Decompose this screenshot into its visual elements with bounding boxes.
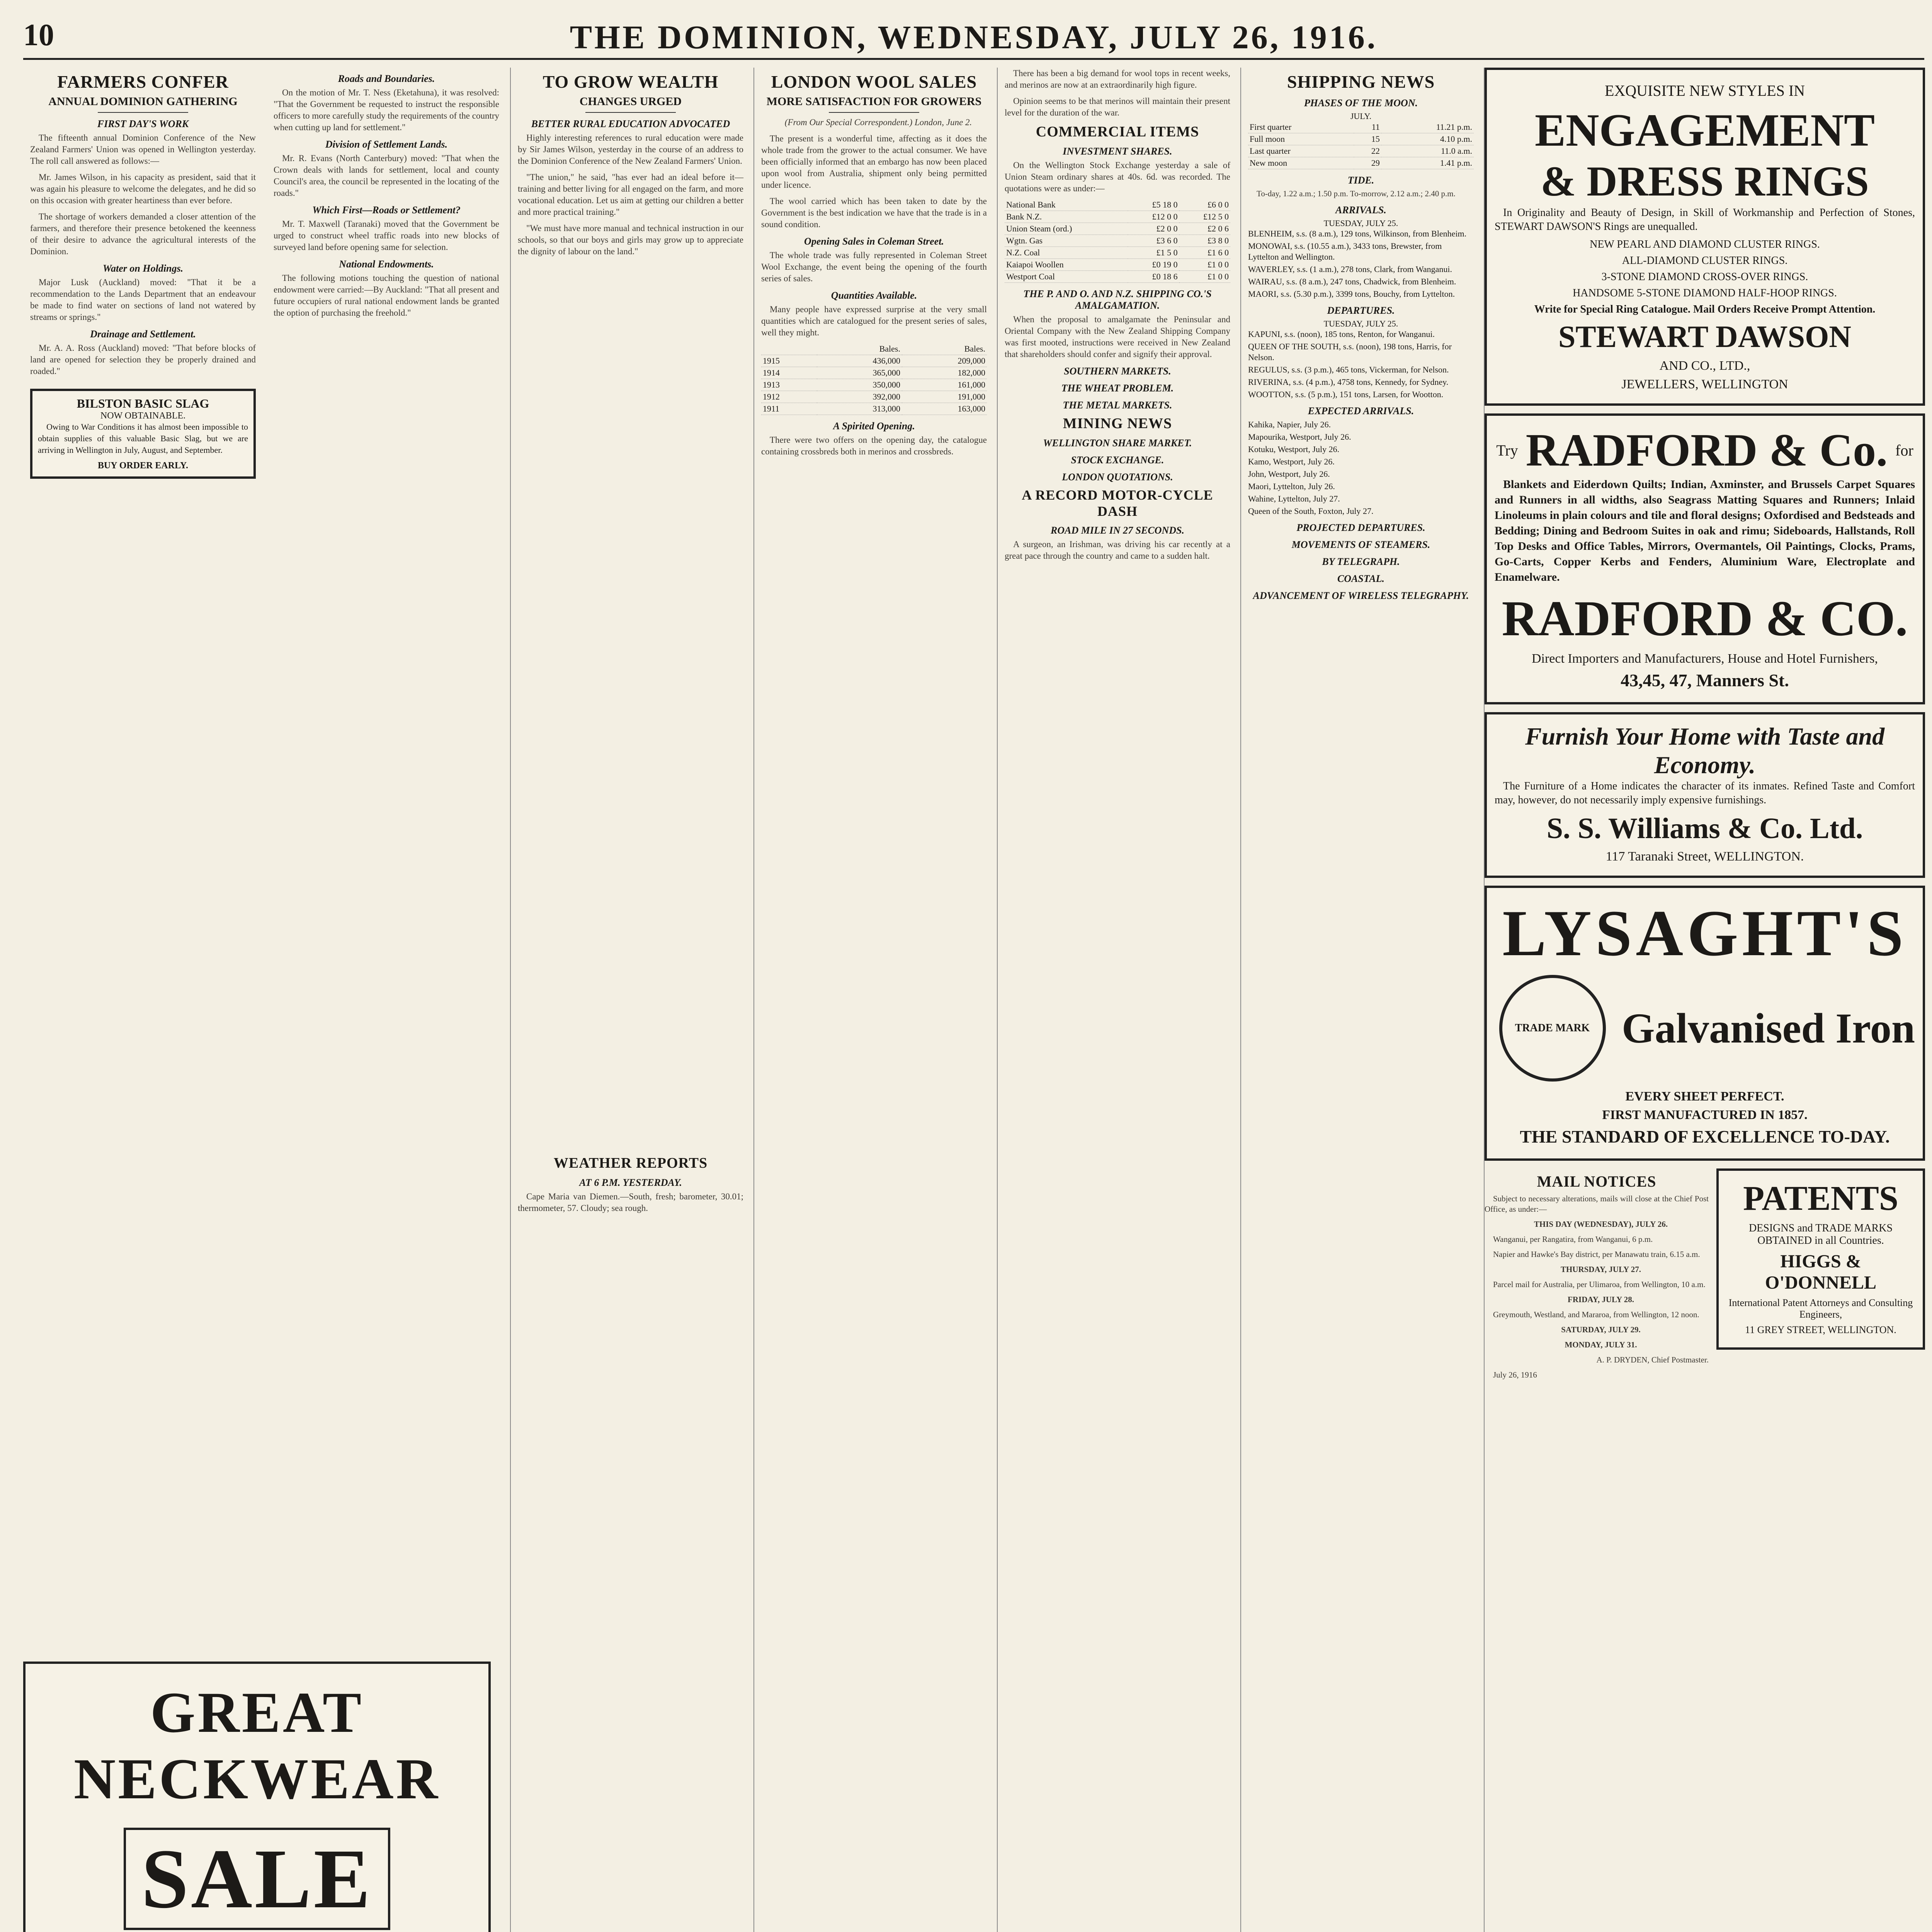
- table-cell: £6 0 0: [1179, 199, 1230, 211]
- ad-radford: [1485, 413, 1925, 704]
- column-3: [510, 68, 750, 1932]
- table-cell: 182,000: [902, 367, 987, 379]
- headline-farmers-confer: FARMERS CONFER: [57, 72, 229, 92]
- section-mining-sub: WELLINGTON SHARE MARKET.: [1043, 437, 1192, 449]
- headline-commercial: COMMERCIAL ITEMS: [1036, 124, 1199, 140]
- list-item: Kahika, Napier, July 26.: [1248, 420, 1331, 429]
- subhead-growers: MORE SATISFACTION FOR GROWERS: [766, 95, 982, 108]
- table-cell: Westport Coal: [1005, 271, 1128, 283]
- table-cell: New moon: [1248, 157, 1354, 169]
- table-cell: £0 18 6: [1128, 271, 1179, 283]
- table-cell: 1915: [761, 355, 817, 367]
- list-item: John, Westport, July 26.: [1248, 469, 1330, 479]
- table-cell: Union Steam (ord.): [1005, 223, 1128, 235]
- table-cell: 392,000: [817, 391, 902, 403]
- section-wheat: THE WHEAT PROBLEM.: [1061, 383, 1174, 394]
- section-drainage: Drainage and Settlement.: [90, 328, 196, 340]
- ad-neckwear-line2: SALE: [124, 1828, 391, 1930]
- ad-basic-slag: [30, 389, 256, 479]
- section-projected: PROJECTED DEPARTURES.: [1296, 522, 1425, 533]
- section-roads: Roads and Boundaries.: [338, 73, 435, 84]
- list-item: Kamo, Westport, July 26.: [1248, 457, 1335, 466]
- article-paragraph: Opinion seems to be that merinos will maintain their present level for the duration of the war.: [1005, 96, 1230, 117]
- section-opening-sales: Opening Sales in Coleman Street.: [804, 236, 944, 247]
- column-4: [753, 68, 994, 1932]
- table-cell: [761, 343, 817, 355]
- ad-neckwear-line1: GREAT NECKWEAR: [73, 1680, 440, 1811]
- table-row: [761, 403, 987, 415]
- column-1: [23, 68, 263, 1932]
- ad-williams: [1485, 712, 1925, 878]
- table-cell: £5 18 0: [1128, 199, 1179, 211]
- headline-motorcycle: A RECORD MOTOR-CYCLE DASH: [1022, 487, 1213, 519]
- phases-month: JULY.: [1350, 111, 1372, 121]
- article-paragraph: Mr. T. Maxwell (Taranaki) moved that the Government be urged to construct wheel traffic roads into new blocks of surveyed land before opening same for selection.: [274, 219, 499, 252]
- ad-williams-text: The Furniture of a Home indicates the character of its inmates. Refined Taste and Comfort may, however, do not necessarily imply expensive furnishings.: [1495, 780, 1915, 806]
- section-stock: STOCK EXCHANGE.: [1071, 454, 1164, 466]
- column-7: [1484, 68, 1925, 1932]
- article-paragraph: Many people have expressed surprise at the very small quantities which are catalogued for the present series of sales, well they might.: [761, 304, 987, 337]
- article-paragraph: "The union," he said, "has ever had an ideal before it—training and better living for all engaged on the farm, and more vocational education. Let us aim at getting our children a better and more practical training.": [518, 172, 743, 217]
- section-arrivals: ARRIVALS.: [1335, 204, 1386, 216]
- arrivals-list: [1248, 228, 1474, 299]
- table-cell: First quarter: [1248, 121, 1354, 133]
- list-item: WOOTTON, s.s. (5 p.m.), 151 tons, Larsen, for Wootton.: [1248, 389, 1444, 399]
- mail-signature: A. P. DRYDEN, Chief Postmaster.: [1596, 1355, 1709, 1364]
- mail-paragraph: THURSDAY, JULY 27.: [1560, 1265, 1641, 1274]
- section-division: Division of Settlement Lands.: [325, 139, 448, 150]
- list-item: Queen of the South, Foxton, July 27.: [1248, 506, 1374, 516]
- mail-paragraph: Wanganui, per Rangatira, from Wanganui, 6 p.m.: [1493, 1235, 1653, 1244]
- table-cell: Full moon: [1248, 133, 1354, 145]
- article-paragraph: The present is a wonderful time, affecting as it does the whole trade from the grower to the actual consumer. We have been officially informed that an embargo has now been placed upon wool from Australia, shipment only being permitted under licence.: [761, 134, 987, 190]
- ad-radford-name: RADFORD & Co.: [1526, 424, 1888, 476]
- mail-paragraph: Parcel mail for Australia, per Ulimaroa, from Wellington, 10 a.m.: [1493, 1280, 1706, 1289]
- article-paragraph: There has been a big demand for wool tops in recent weeks, and merinos are now at an extraordinarily high figure.: [1005, 68, 1230, 90]
- section-po: THE P. AND O. AND N.Z. SHIPPING CO.'S AMALGAMATION.: [1023, 288, 1212, 311]
- table-row: [1248, 145, 1474, 157]
- table-cell: £1 0 0: [1179, 259, 1230, 271]
- table-cell: 22: [1354, 145, 1381, 157]
- table-header: [761, 343, 987, 355]
- table-row: [1248, 157, 1474, 169]
- table-row: [1005, 235, 1230, 247]
- ad-stewart-write: Write for Special Ring Catalogue. Mail Orders Receive Prompt Attention.: [1534, 303, 1876, 315]
- headline-weather: WEATHER REPORTS: [553, 1155, 708, 1171]
- section-national: National Endowments.: [339, 259, 434, 270]
- table-cell: 1911: [761, 403, 817, 415]
- article-paragraph: Highly interesting references to rural education were made by Sir James Wilson, yesterday in the course of an address to the Dominion Conference of the New Zealand Farmers' Union.: [518, 133, 743, 166]
- tide-text: To-day, 1.22 a.m.; 1.50 p.m. To-morrow, 2.12 a.m.; 2.40 p.m.: [1257, 189, 1456, 198]
- ad-neckwear-sale: [23, 1662, 491, 1932]
- kicker-first-day: FIRST DAY'S WORK: [97, 118, 189, 129]
- mail-paragraph: Napier and Hawke's Bay district, per Manawatu train, 6.15 a.m.: [1493, 1250, 1700, 1259]
- headline-mail-notices: MAIL NOTICES: [1537, 1173, 1656, 1190]
- table-cell: 163,000: [902, 403, 987, 415]
- ad-basic-slag-title: BILSTON BASIC SLAG: [77, 396, 209, 410]
- ad-lysaght-line2: FIRST MANUFACTURED IN 1857.: [1602, 1108, 1808, 1122]
- ad-lysaght: [1485, 886, 1925, 1161]
- ad-stewart-name2: AND CO., LTD.,: [1659, 359, 1750, 373]
- table-cell: £3 6 0: [1128, 235, 1179, 247]
- article-paragraph: The shortage of workers demanded a closer attention of the farmers, and therefore their presence betokened the keenness of their desire to advance the agricultural interests of the Dominion.: [30, 212, 256, 256]
- table-row: [761, 379, 987, 391]
- headline-grow-wealth: TO GROW WEALTH: [543, 72, 719, 92]
- ad-patents-firm: HIGGS & O'DONNELL: [1765, 1251, 1877, 1293]
- table-cell: Wgtn. Gas: [1005, 235, 1128, 247]
- article-paragraph: Mr. A. A. Ross (Auckland) moved: "That before blocks of land are opened for selection they be properly drained and roaded.": [30, 343, 256, 376]
- article-paragraph: Mr. James Wilson, in his capacity as president, said that it was again his pleasure to welcome the delegates, and he did so on this occasion with greater heartiness than ever before.: [30, 172, 256, 205]
- section-telegraph: BY TELEGRAPH.: [1322, 556, 1400, 567]
- article-paragraph: The wool carried which has been taken to date by the Government is the best indication we have that the trade is in a sound condition.: [761, 196, 987, 229]
- ad-radford-address: 43,45, 47, Manners St.: [1621, 670, 1789, 690]
- table-row: [1005, 247, 1230, 259]
- table-cell: Bank N.Z.: [1005, 211, 1128, 223]
- ad-stewart-dawson: [1485, 68, 1925, 406]
- table-row: [761, 367, 987, 379]
- departures-date: TUESDAY, JULY 25.: [1323, 319, 1398, 328]
- table-cell: £0 19 0: [1128, 259, 1179, 271]
- article-paragraph: On the motion of Mr. T. Ness (Eketahuna), it was resolved: "That the Government be requested to instruct the responsible officers to more carefully study the requirements of the country when cutting up land for settlement.": [274, 88, 499, 132]
- section-coastal: COASTAL.: [1337, 573, 1385, 584]
- kicker-rural-education: BETTER RURAL EDUCATION ADVOCATED: [531, 118, 730, 129]
- table-cell: £1 0 0: [1179, 271, 1230, 283]
- table-cell: 11.0 a.m.: [1381, 145, 1474, 157]
- table-cell: Last quarter: [1248, 145, 1354, 157]
- article-paragraph: When the proposal to amalgamate the Peninsular and Oriental Company with the New Zealand Shipping Company was first mooted, instructions were received in New Zealand that shareholders should confer and signify their approval.: [1005, 315, 1230, 359]
- table-cell: N.Z. Coal: [1005, 247, 1128, 259]
- article-paragraph: Major Lusk (Auckland) moved: "That it be a recommendation to the Lands Department that an endeavour be made to find water on sections of land not watered by streams or springs.": [30, 277, 256, 322]
- table-cell: 1.41 p.m.: [1381, 157, 1474, 169]
- table-cell: 1914: [761, 367, 817, 379]
- headline-shipping: SHIPPING NEWS: [1287, 72, 1435, 92]
- column-6: [1240, 68, 1481, 1932]
- table-row: [1248, 121, 1474, 133]
- list-item: RIVERINA, s.s. (4 p.m.), 4758 tons, Kennedy, for Sydney.: [1248, 377, 1449, 387]
- shares-table: [1005, 199, 1230, 283]
- table-row: [761, 355, 987, 367]
- section-wireless: ADVANCEMENT OF WIRELESS TELEGRAPHY.: [1253, 590, 1469, 601]
- ad-stewart-name: STEWART DAWSON: [1558, 320, 1852, 354]
- table-row: [1005, 223, 1230, 235]
- ad-patents-tag: International Patent Attorneys and Consulting Engineers,: [1728, 1297, 1913, 1320]
- table-row: [1248, 133, 1474, 145]
- arrivals-date: TUESDAY, JULY 25.: [1323, 218, 1398, 228]
- article-paragraph: "We must have more manual and technical instruction in our schools, so that our boys and girls may grow up to appreciate the dignity of labour on the land.": [518, 223, 743, 256]
- list-item: MAORI, s.s. (5.30 p.m.), 3399 tons, Bouchy, from Lyttelton.: [1248, 289, 1455, 299]
- list-item: WAVERLEY, s.s. (1 a.m.), 278 tons, Clark, from Wanganui.: [1248, 264, 1452, 274]
- weather-sub: AT 6 P.M. YESTERDAY.: [579, 1177, 682, 1188]
- article-paragraph: A surgeon, an Irishman, was driving his car recently at a great pace through the country and came to a sudden halt.: [1005, 539, 1230, 561]
- mail-paragraph: SATURDAY, JULY 29.: [1561, 1325, 1641, 1334]
- article-paragraph: Mr. R. Evans (North Canterbury) moved: "That when the Crown deals with lands for settlement, local and county Council's area, the council be represented in the locating of the roads.": [274, 153, 499, 198]
- table-cell: 11: [1354, 121, 1381, 133]
- subhead-annual: ANNUAL DOMINION GATHERING: [48, 95, 238, 108]
- article-paragraph: There were two offers on the opening day, the catalogue containing crossbreds both in merinos and crossbreds.: [761, 435, 987, 456]
- ad-basic-slag-subtitle: NOW OBTAINABLE.: [100, 411, 186, 421]
- mail-paragraph: FRIDAY, JULY 28.: [1568, 1295, 1634, 1304]
- ad-radford-try: Try: [1496, 441, 1518, 459]
- section-southern: SOUTHERN MARKETS.: [1064, 366, 1171, 377]
- ad-patents: [1716, 1168, 1925, 1350]
- table-cell: 161,000: [902, 379, 987, 391]
- list-item: REGULUS, s.s. (3 p.m.), 465 tons, Vickerman, for Nelson.: [1248, 365, 1449, 374]
- table-cell: 365,000: [817, 367, 902, 379]
- headline-mining: MINING NEWS: [1063, 415, 1172, 432]
- table-cell: £1 6 0: [1179, 247, 1230, 259]
- table-row: [1005, 199, 1230, 211]
- section-metals: THE METAL MARKETS.: [1063, 400, 1172, 411]
- table-cell: 29: [1354, 157, 1381, 169]
- table-cell: £2 0 0: [1128, 223, 1179, 235]
- mail-date: July 26, 1916: [1493, 1370, 1537, 1379]
- table-cell: £1 5 0: [1128, 247, 1179, 259]
- newspaper-title: THE DOMINION, WEDNESDAY, JULY 26, 1916.: [570, 19, 1378, 56]
- ad-basic-slag-text: Owing to War Conditions it has almost been impossible to obtain supplies of this valuable Basic Slag, but we are arriving in Wellington in July, August, and September.: [38, 422, 248, 455]
- table-cell: Kaiapoi Woollen: [1005, 259, 1128, 271]
- article-paragraph: The fifteenth annual Dominion Conference of the New Zealand Farmers' Union was opened in Wellington yesterday. The roll call answered as follows:—: [30, 133, 256, 166]
- page-number: 10: [23, 18, 54, 52]
- section-spirited: A Spirited Opening.: [833, 420, 915, 432]
- table-cell: £12 0 0: [1128, 211, 1179, 223]
- section-which-first: Which First—Roads or Settlement?: [312, 204, 461, 216]
- divider: [585, 112, 676, 113]
- list-item: Kotuku, Westport, July 26.: [1248, 444, 1340, 454]
- mail-notices: [1485, 1168, 1709, 1385]
- ad-stewart-line3: & DRESS RINGS: [1541, 158, 1869, 205]
- article-paragraph: On the Wellington Stock Exchange yesterday a sale of Union Steam ordinary shares at 40s. 6d. was recorded. The quotations were as under:—: [1005, 160, 1230, 193]
- ad-stewart-place: JEWELLERS, WELLINGTON: [1621, 377, 1788, 391]
- table-cell: National Bank: [1005, 199, 1128, 211]
- table-cell: £2 0 6: [1179, 223, 1230, 235]
- ad-williams-address: 117 Taranaki Street, WELLINGTON.: [1605, 849, 1804, 864]
- table-cell: £12 5 0: [1179, 211, 1230, 223]
- table-row: [761, 391, 987, 403]
- ad-patents-text: DESIGNS and TRADE MARKS OBTAINED in all Countries.: [1748, 1222, 1893, 1247]
- table-cell: 209,000: [902, 355, 987, 367]
- ad-stewart-ring: HANDSOME 5-STONE DIAMOND HALF-HOOP RINGS.: [1573, 287, 1837, 299]
- article-paragraph: The following motions touching the question of national endowment were carried:—By Auckland: "That all present and future occupiers of rural national endowment lands be granted the option of purchasing the freehold.": [274, 273, 499, 318]
- subhead-changes: CHANGES URGED: [579, 95, 682, 108]
- list-item: Maori, Lyttelton, July 26.: [1248, 481, 1335, 491]
- headline-wool-sales: LONDON WOOL SALES: [771, 72, 977, 92]
- table-cell: Bales.: [902, 343, 987, 355]
- list-item: BLENHEIM, s.s. (8 a.m.), 129 tons, Wilkinson, from Blenheim.: [1248, 229, 1467, 238]
- moon-phases-table: [1248, 121, 1474, 169]
- table-cell: 11.21 p.m.: [1381, 121, 1474, 133]
- byline: (From Our Special Correspondent.) London, June 2.: [784, 117, 972, 127]
- section-quantities: Quantities Available.: [831, 290, 917, 301]
- table-cell: 350,000: [817, 379, 902, 391]
- table-cell: 313,000: [817, 403, 902, 415]
- ad-radford-name-big: RADFORD & CO.: [1502, 591, 1908, 646]
- mail-paragraph: THIS DAY (WEDNESDAY), JULY 26.: [1534, 1219, 1668, 1229]
- section-steamers: MOVEMENTS OF STEAMERS.: [1291, 539, 1430, 550]
- table-cell: Bales.: [817, 343, 902, 355]
- list-item: Mapourika, Westport, July 26.: [1248, 432, 1351, 442]
- table-cell: 4.10 p.m.: [1381, 133, 1474, 145]
- list-item: QUEEN OF THE SOUTH, s.s. (noon), 198 tons, Harris, for Nelson.: [1248, 342, 1452, 362]
- list-item: KAPUNI, s.s. (noon), 185 tons, Renton, for Wanganui.: [1248, 329, 1435, 339]
- section-departures: DEPARTURES.: [1327, 305, 1395, 316]
- ad-stewart-line2: ENGAGEMENT: [1534, 104, 1875, 156]
- section-motorcycle-sub: ROAD MILE IN 27 SECONDS.: [1050, 525, 1185, 536]
- wool-table: [761, 343, 987, 415]
- weather-report: Cape Maria van Diemen.—South, fresh; barometer, 30.01; thermometer, 57. Cloudy; sea rough.: [518, 1192, 743, 1213]
- ad-stewart-line1: EXQUISITE NEW STYLES IN: [1604, 82, 1805, 99]
- column-5: [997, 68, 1237, 1932]
- list-item: Wahine, Lyttelton, July 27.: [1248, 494, 1340, 503]
- ad-radford-list: Blankets and Eiderdown Quilts; Indian, Axminster, and Brussels Carpet Squares and Runners in all widths, also Seagrass Matting Squares and Runners; Inlaid Linoleums in plain colours and tile and floral designs; Oxfordised and Bedsteads and Bedding; Dining and Bedroom Suites in oak and rimu; Sideboards, Hallstands, Roll Top Desks and Office Tables, Mirrors, Overmantels, Oil Paintings, Clocks, Prams, Go-Carts, Copper Kerbs and Fenders, Aluminium Ware, Electroplate and Enamelware.: [1495, 478, 1915, 583]
- ad-stewart-text: In Originality and Beauty of Design, in Skill of Workmanship and Perfection of Stones, STEWART DAWSON'S Rings are unequalled.: [1495, 207, 1915, 233]
- masthead: [23, 15, 1924, 60]
- bottom-right-row: [1485, 1168, 1925, 1385]
- ad-lysaght-product: Galvanised Iron: [1622, 1004, 1915, 1052]
- section-phases: PHASES OF THE MOON.: [1304, 97, 1418, 109]
- ad-stewart-ring: 3-STONE DIAMOND CROSS-OVER RINGS.: [1601, 271, 1808, 283]
- table-cell: 436,000: [817, 355, 902, 367]
- ad-stewart-ring: NEW PEARL AND DIAMOND CLUSTER RINGS.: [1590, 238, 1820, 250]
- ad-radford-for: for: [1895, 441, 1913, 459]
- divider: [829, 112, 919, 113]
- list-item: WAIRAU, s.s. (8 a.m.), 247 tons, Chadwick, from Blenheim.: [1248, 277, 1456, 286]
- ad-williams-name: S. S. Williams & Co. Ltd.: [1546, 812, 1863, 845]
- table-cell: 15: [1354, 133, 1381, 145]
- ad-lysaght-name: LYSAGHT'S: [1502, 897, 1907, 969]
- spacer: [518, 262, 743, 1151]
- table-cell: 191,000: [902, 391, 987, 403]
- departures-list: [1248, 329, 1474, 400]
- table-cell: 1912: [761, 391, 817, 403]
- ad-radford-tag: Direct Importers and Manufacturers, House and Hotel Furnishers,: [1531, 651, 1878, 666]
- ad-lysaght-line3: THE STANDARD OF EXCELLENCE TO-DAY.: [1520, 1127, 1890, 1146]
- section-water: Water on Holdings.: [102, 263, 184, 274]
- article-paragraph: The whole trade was fully represented in Coleman Street Wool Exchange, the event being the opening of the fourth series of sales.: [761, 250, 987, 283]
- section-investment: INVESTMENT SHARES.: [1063, 146, 1172, 157]
- ad-basic-slag-order: BUY ORDER EARLY.: [97, 461, 189, 471]
- section-london: LONDON QUOTATIONS.: [1062, 471, 1173, 483]
- ad-stewart-ring: ALL-DIAMOND CLUSTER RINGS.: [1622, 255, 1788, 267]
- column-2: [267, 68, 506, 1652]
- trade-mark-seal-icon: TRADE MARK: [1499, 975, 1606, 1082]
- expected-list: [1248, 419, 1474, 517]
- list-item: MONOWAI, s.s. (10.55 a.m.), 3433 tons, Brewster, from Lyttelton and Wellington.: [1248, 241, 1442, 262]
- mail-paragraph: Greymouth, Westland, and Mararoa, from Wellington, 12 noon.: [1493, 1310, 1699, 1319]
- table-row: [1005, 271, 1230, 283]
- table-row: [1005, 211, 1230, 223]
- ad-patents-address: 11 GREY STREET, WELLINGTON.: [1745, 1324, 1896, 1335]
- section-expected: EXPECTED ARRIVALS.: [1308, 405, 1414, 417]
- table-cell: 1913: [761, 379, 817, 391]
- ad-williams-line1: Furnish Your Home with Taste and Economy.: [1525, 723, 1885, 779]
- column-7-left: [1716, 1168, 1925, 1385]
- section-tide: TIDE.: [1347, 175, 1374, 186]
- mail-paragraph: MONDAY, JULY 31.: [1565, 1340, 1637, 1349]
- table-row: [1005, 259, 1230, 271]
- ad-lysaght-line1: EVERY SHEET PERFECT.: [1625, 1089, 1784, 1104]
- divider: [98, 112, 188, 113]
- ad-patents-name: PATENTS: [1743, 1179, 1898, 1218]
- table-cell: £3 8 0: [1179, 235, 1230, 247]
- mail-paragraph: Subject to necessary alterations, mails will close at the Chief Post Office, as under:—: [1485, 1194, 1709, 1214]
